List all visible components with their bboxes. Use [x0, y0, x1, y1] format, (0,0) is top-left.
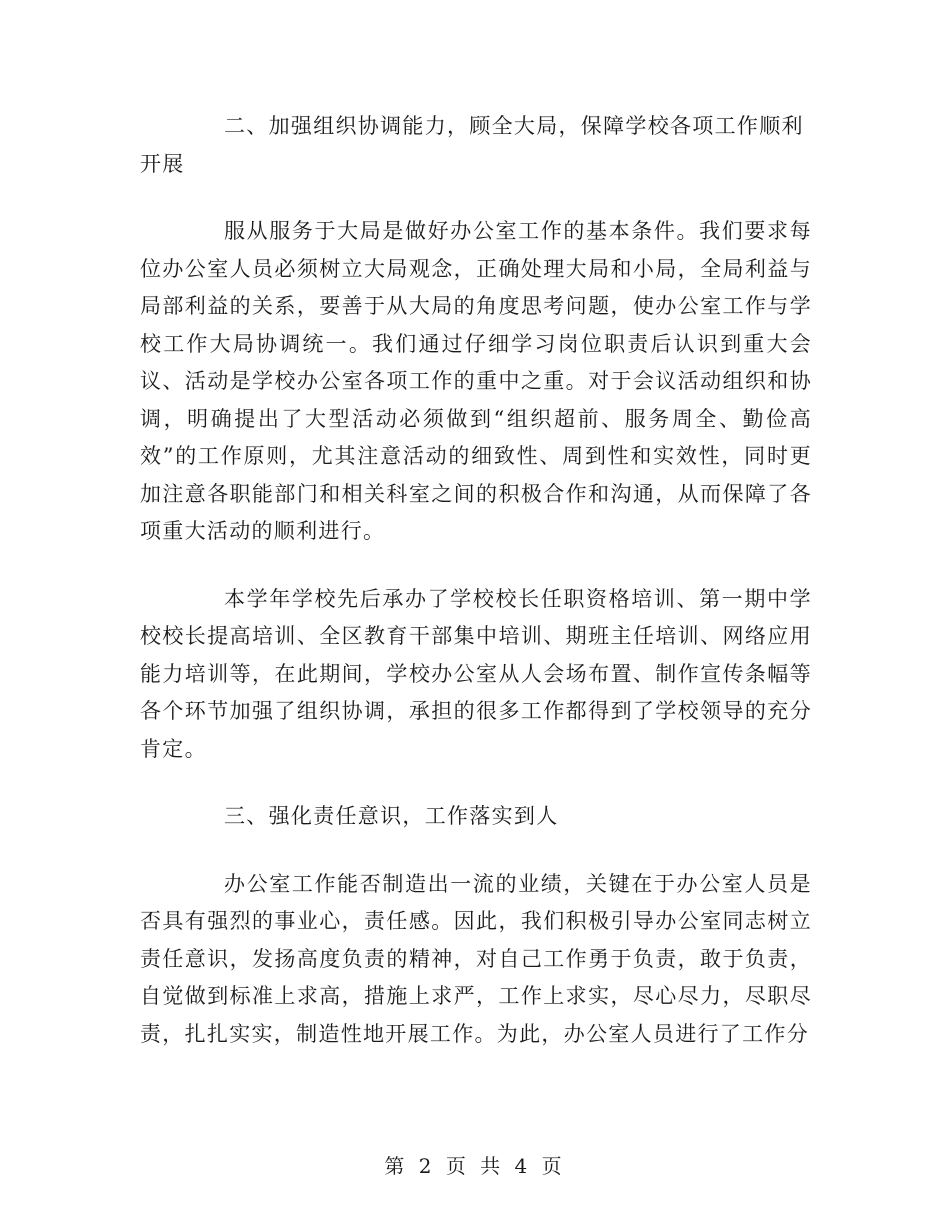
body-paragraph: 本学年学校先后承办了学校校长任职资格培训、第一期中学校校长提高培训、全区教育干部集中培训、期班主任培训、网络应用能力培训等，在此期间，学校办公室从人会场布置、制作宣传条幅等各个环节加强了组织协调，承担的很多工作都得到了学校领导的充分肯定。 — [140, 586, 812, 761]
section-heading: 二、加强组织协调能力，顾全大局，保障学校各项工作顺利开展 — [140, 114, 804, 176]
body-paragraph: 服从服务于大局是做好办公室工作的基本条件。我们要求每位办公室人员必须树立大局观念，正确处理大局和小局，全局利益与局部利益的关系，要善于从大局的角度思考问题，使办公室工作与学校工作大局协调统一。我们通过仔细学习岗位职责后认识到重大会议、活动是学校办公室各项工作的重中之重。对于会议活动组织和协调，明确提出了大型活动必须做到“组织超前、服务周全、勤俭高效”的工作原则，尤其注意活动的细致性、周到性和实效性，同时更加注意各职能部门和相关科室之间的积极合作和沟通，从而保障了各项重大活动的顺利进行。 — [140, 219, 812, 543]
page-footer: 第 2 页 共 4 页 — [384, 1154, 566, 1178]
body-paragraph: 办公室工作能否制造出一流的业绩，关键在于办公室人员是否具有强烈的事业心，责任感。因此，我们积极引导办公室同志树立责任意识，发扬高度负责的精神，对自己工作勇于负责，敢于负责，自觉做到标准上求高，措施上求严，工作上求实，尽心尽力，尽职尽责，扎扎实实，制造性地开展工作。为此，办公室人员进行了工作分 — [140, 871, 812, 1046]
document-body — [140, 108, 812, 1083]
section-heading: 三、强化责任意识，工作落实到人 — [224, 804, 559, 828]
